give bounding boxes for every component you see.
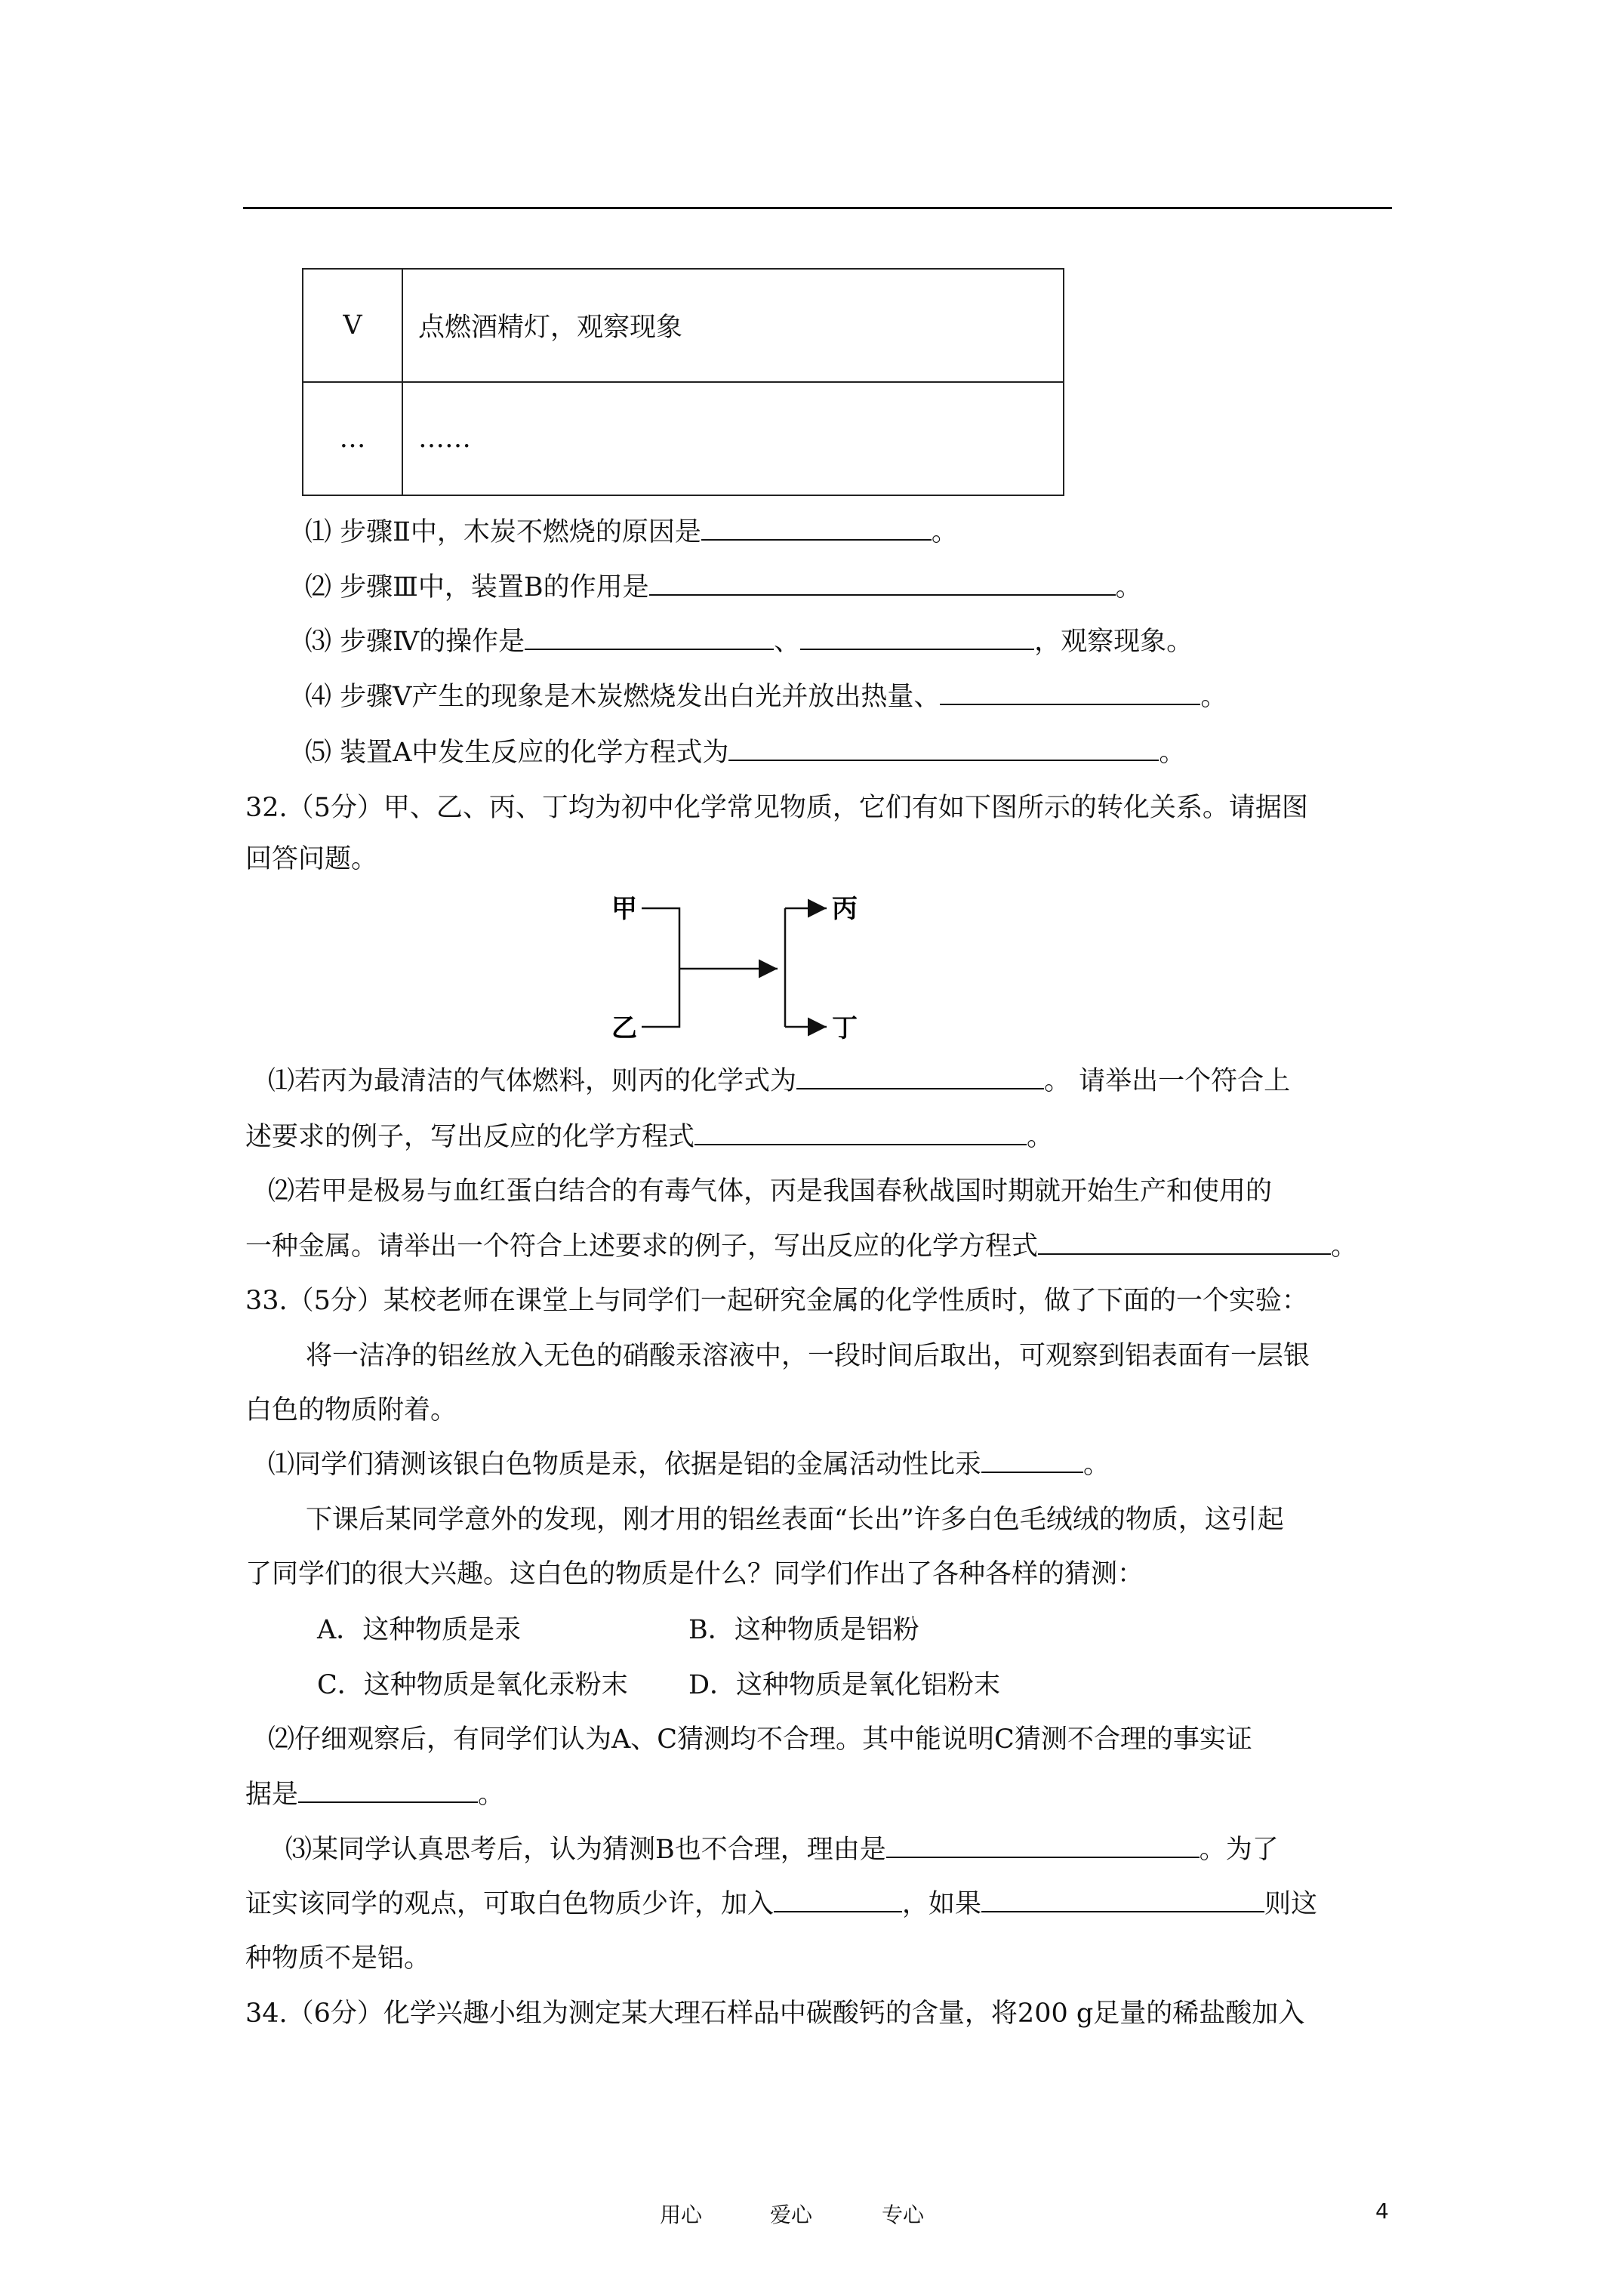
q32-sub1-line2: 述要求的例子，写出反应的化学方程式 。 <box>245 1122 1054 1152</box>
conversion-diagram <box>611 887 883 1049</box>
q33-option-a: A．这种物质是汞 <box>317 1615 522 1645</box>
answer-blank[interactable] <box>694 1121 1027 1145</box>
q33-para-line1: 下课后某同学意外的发现，刚才用的铝丝表面“长出”许多白色毛绒绒的物质，这引起 <box>306 1505 1284 1535</box>
answer-blank[interactable] <box>525 626 774 650</box>
node-yi: 乙 <box>611 1013 637 1043</box>
q33-option-c: C．这种物质是氧化汞粉末 <box>317 1670 628 1700</box>
answer-blank[interactable] <box>981 1449 1083 1473</box>
q31-part1: ⑴ 步骤Ⅱ中，木炭不燃烧的原因是 。 <box>305 517 958 547</box>
q33-stem-line2: 将一洁净的铝丝放入无色的硝酸汞溶液中，一段时间后取出，可观察到铝表面有一层银 <box>306 1341 1310 1371</box>
page-number: 4 <box>1375 2199 1389 2224</box>
step-text: …… <box>402 382 1064 495</box>
answer-blank[interactable] <box>1038 1231 1331 1255</box>
answer-blank[interactable] <box>886 1834 1200 1858</box>
answer-blank[interactable] <box>701 516 932 541</box>
q31-part5: ⑸ 装置A中发生反应的化学方程式为 。 <box>305 738 1186 768</box>
bracket-left <box>642 908 679 1027</box>
q32-sub2-line2: 一种金属。请举出一个符合上述要求的例子，写出反应的化学方程式 。 <box>245 1231 1358 1262</box>
steps-table <box>302 268 1064 496</box>
step-text: 点燃酒精灯，观察现象 <box>402 269 1064 382</box>
table-row <box>303 269 1064 382</box>
step-number: Ⅴ <box>303 269 402 382</box>
q33-sub3-line1: ⑶某同学认真思考后，认为猜测B也不合理，理由是 。为了 <box>285 1835 1279 1865</box>
answer-blank[interactable] <box>728 737 1159 761</box>
q33-stem-line1: 33.（5分）某校老师在课堂上与同学们一起研究金属的化学性质时，做了下面的一个实验： <box>245 1286 1308 1316</box>
answer-blank[interactable] <box>649 572 1116 596</box>
answer-blank[interactable] <box>774 1888 902 1912</box>
q33-sub2-line1: ⑵仔细观察后，有同学们认为A、C猜测均不合理。其中能说明C猜测不合理的事实证 <box>268 1724 1252 1755</box>
answer-blank[interactable] <box>800 626 1034 650</box>
step-number: … <box>303 382 402 495</box>
q34-stem-line1: 34.（6分）化学兴趣小组为测定某大理石样品中碳酸钙的含量，将200 g足量的稀盐酸加入 <box>245 1999 1305 2029</box>
q31-part3: ⑶ 步骤Ⅳ的操作是 、 ，观察现象。 <box>305 627 1193 657</box>
q33-stem-line3: 白色的物质附着。 <box>245 1395 457 1425</box>
answer-blank[interactable] <box>796 1065 1044 1089</box>
q32-sub1-line1: ⑴若丙为最清洁的气体燃料，则丙的化学式为 。 请举出一个符合上 <box>268 1066 1291 1096</box>
node-bing: 丙 <box>832 894 858 924</box>
q31-part4: ⑷ 步骤Ⅴ产生的现象是木炭燃烧发出白光并放出热量、 。 <box>305 682 1227 712</box>
answer-blank[interactable] <box>981 1888 1264 1912</box>
q33-sub2-line2: 据是 。 <box>245 1780 505 1810</box>
q32-stem-line1: 32.（5分）甲、乙、丙、丁均为初中化学常见物质，它们有如下图所示的转化关系。请据图 <box>245 793 1308 823</box>
q33-sub3-line3: 种物质不是铝。 <box>245 1943 431 1974</box>
table-row <box>303 382 1064 495</box>
node-jia: 甲 <box>611 894 637 924</box>
footer-text-1: 用心 <box>660 2202 703 2227</box>
q33-para-line2: 了同学们的很大兴趣。这白色的物质是什么？同学们作出了各种各样的猜测： <box>245 1559 1144 1589</box>
q32-sub2-line1: ⑵若甲是极易与血红蛋白结合的有毒气体，丙是我国春秋战国时期就开始生产和使用的 <box>268 1176 1273 1207</box>
footer-text-3: 专心 <box>882 2202 925 2227</box>
q33-sub1: ⑴同学们猜测该银白色物质是汞，依据是铝的金属活动性比汞 。 <box>268 1450 1110 1480</box>
node-ding: 丁 <box>832 1013 858 1043</box>
answer-blank[interactable] <box>940 681 1200 705</box>
header-rule <box>243 207 1392 209</box>
q33-option-b: B．这种物质是铝粉 <box>688 1615 919 1645</box>
q33-option-d: D．这种物质是氧化铝粉末 <box>688 1670 1001 1700</box>
footer-text-2: 爱心 <box>770 2202 813 2227</box>
q33-sub3-line2: 证实该同学的观点，可取白色物质少许，加入 ，如果 则这 <box>245 1889 1318 1919</box>
q32-stem-line2: 回答问题。 <box>245 844 378 874</box>
q31-part2: ⑵ 步骤Ⅲ中，装置B的作用是 。 <box>305 572 1142 603</box>
answer-blank[interactable] <box>298 1779 478 1803</box>
